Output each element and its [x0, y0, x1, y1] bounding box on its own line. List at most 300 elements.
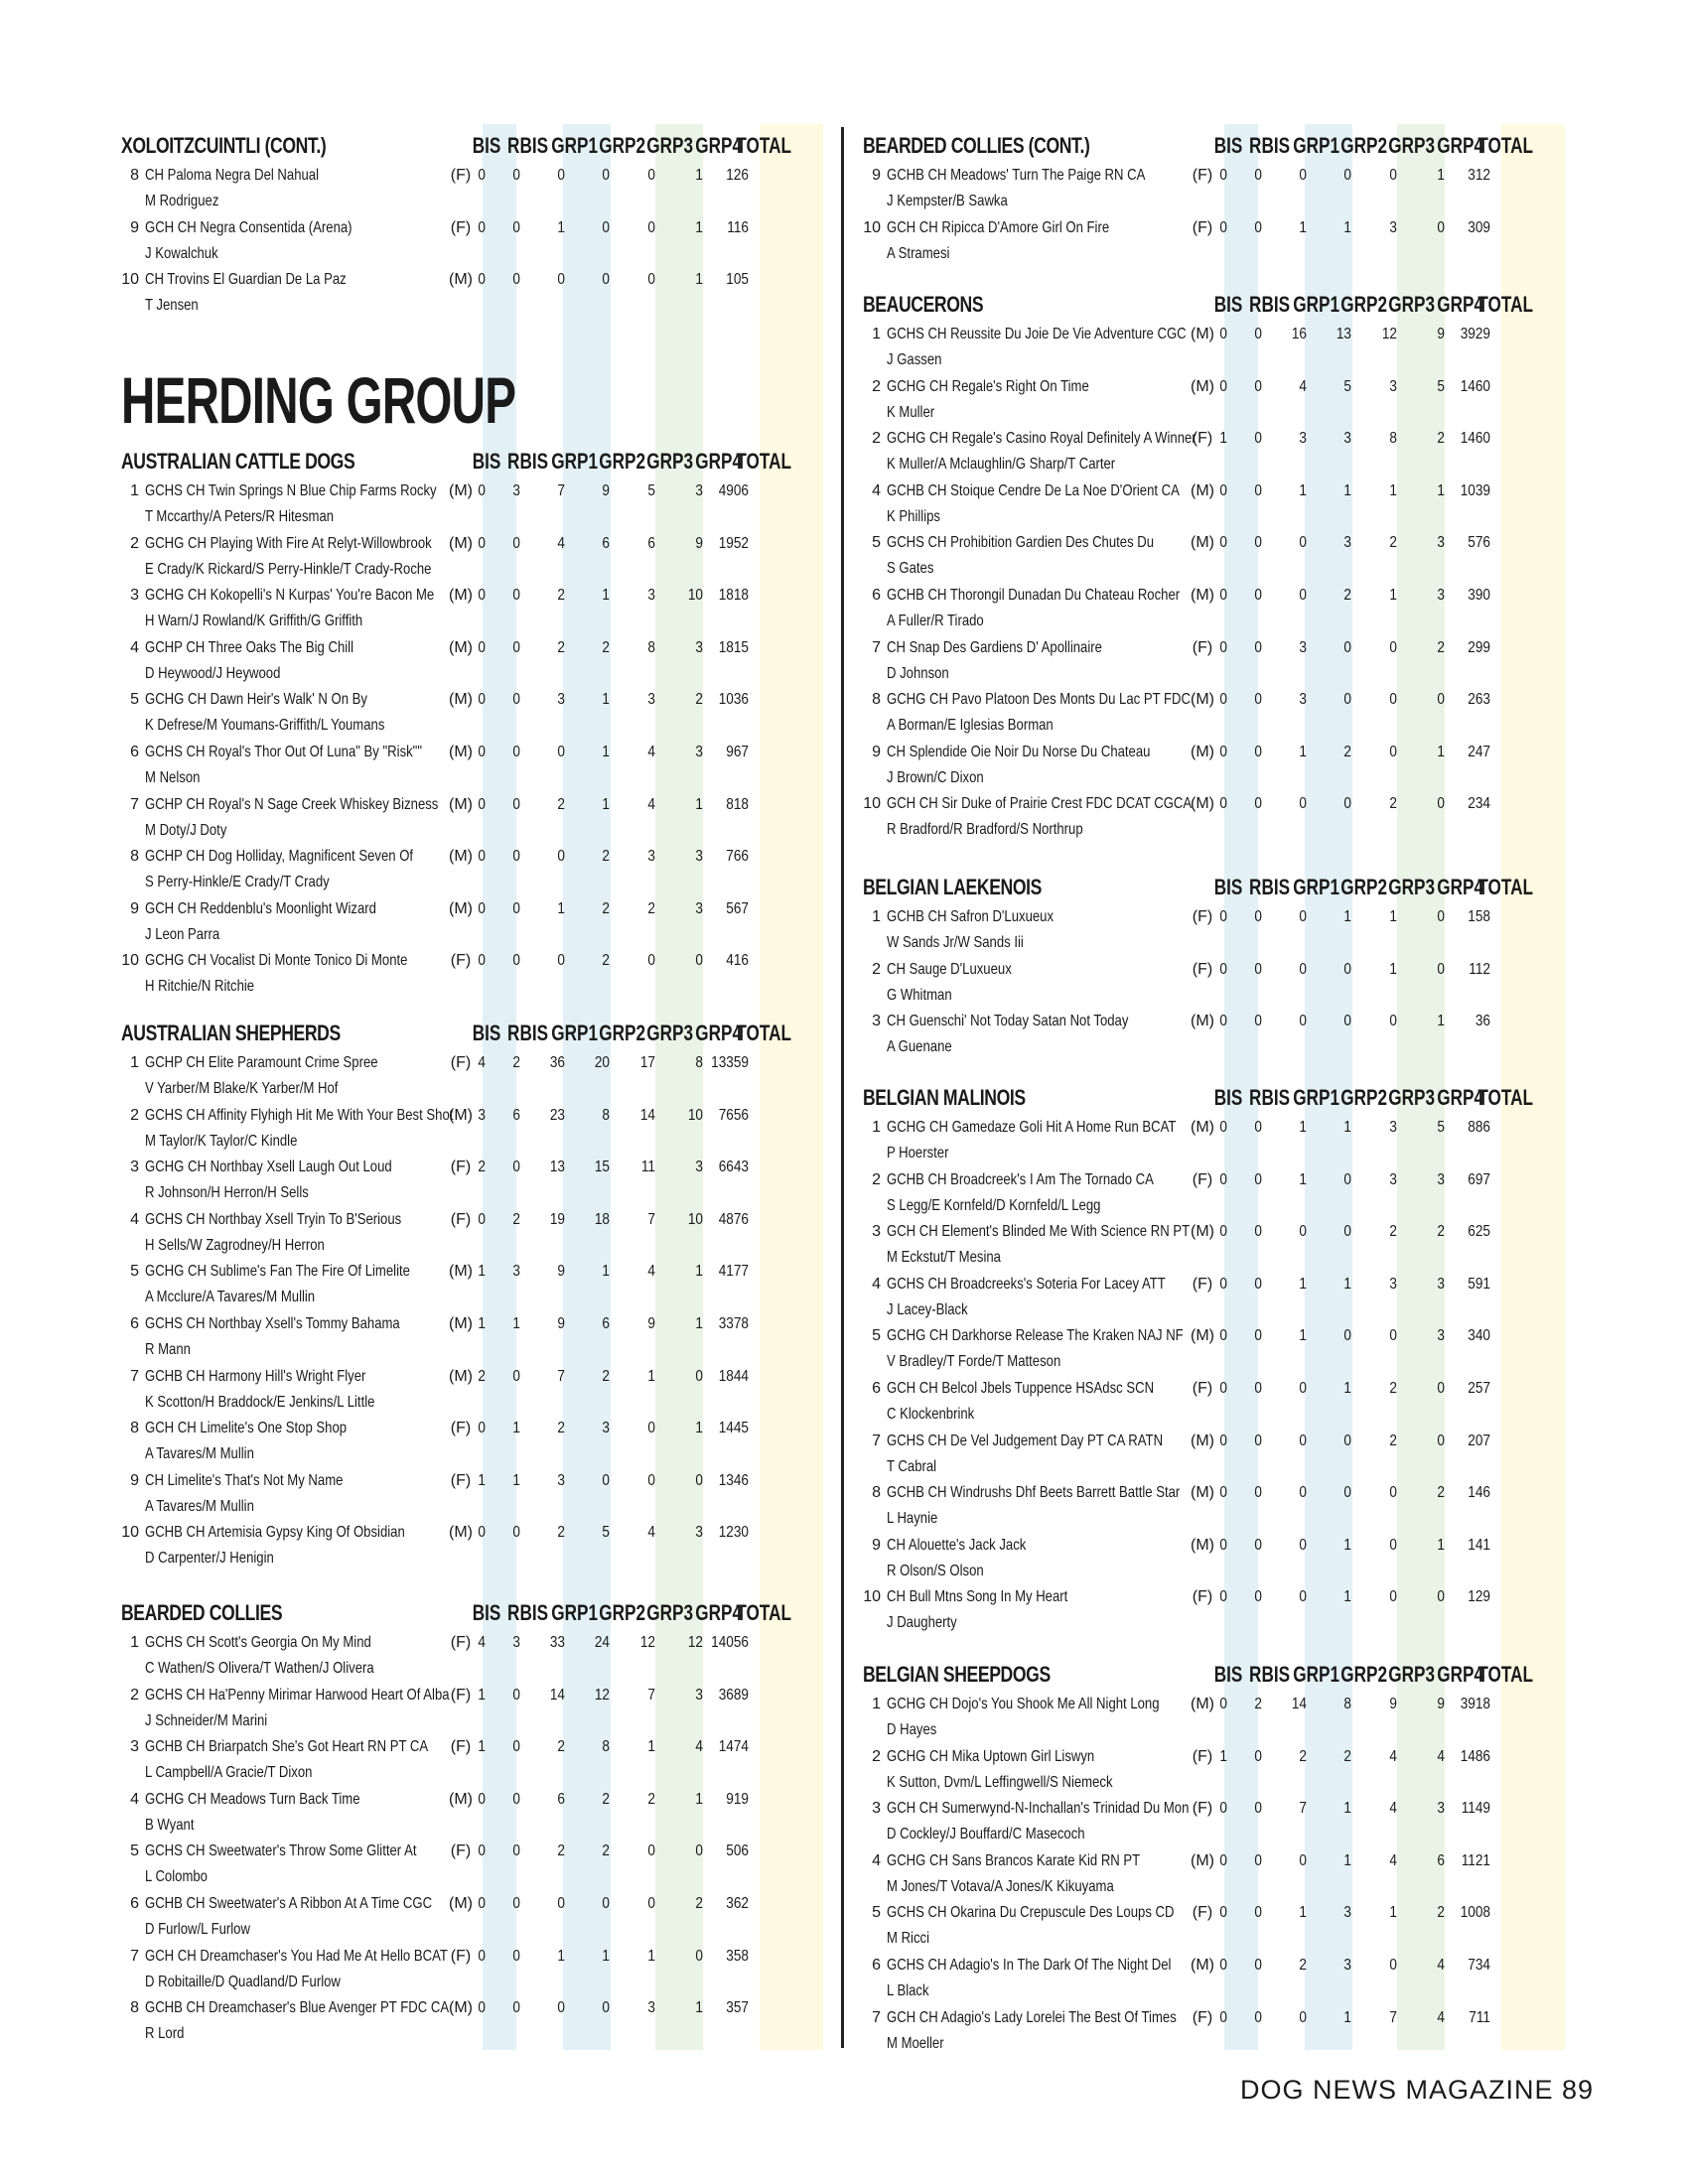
- sex-indicator: (F): [1192, 638, 1213, 656]
- column-header: GRP1: [1293, 1662, 1340, 1687]
- stat-rbis: 0: [512, 1159, 520, 1176]
- stat-grp4: 2: [695, 691, 703, 709]
- stat-rbis: 0: [1254, 1956, 1262, 1974]
- stat-rbis: 0: [512, 691, 520, 709]
- sex-indicator: (F): [450, 1159, 472, 1176]
- column-header: TOTAL: [736, 133, 791, 158]
- stat-grp1: 9: [557, 1263, 565, 1281]
- stat-total: 299: [1468, 638, 1490, 656]
- stat-grp2: 2: [602, 848, 610, 866]
- owner-names: T Mccarthy/A Peters/R Hitesman: [145, 508, 335, 525]
- stat-bis: 0: [1219, 1170, 1227, 1188]
- breed-section: [863, 288, 1565, 844]
- stat-total: 112: [1469, 960, 1490, 978]
- owner-names: K Sutton, Dvm/L Leffingwell/S Niemeck: [887, 1773, 1113, 1791]
- stat-total: 116: [727, 218, 749, 236]
- rank-number: 5: [130, 1843, 139, 1860]
- rank-number: 10: [121, 1524, 139, 1542]
- sex-indicator: (M): [449, 1999, 473, 2017]
- ranking-row: [863, 1900, 1565, 1953]
- column-header: TOTAL: [1477, 292, 1533, 317]
- stat-grp4: 0: [695, 1367, 703, 1385]
- stat-rbis: 0: [1254, 326, 1262, 342]
- stat-grp2: 0: [1343, 1170, 1351, 1188]
- stat-grp1: 0: [557, 167, 565, 184]
- sex-indicator: (M): [1191, 1696, 1214, 1712]
- dog-name: GCH CH Ripicca D'Amore Girl On Fire: [887, 218, 1110, 236]
- stat-rbis: 0: [512, 1790, 520, 1808]
- stat-total: 13359: [711, 1054, 749, 1071]
- stat-grp3: 3: [1389, 218, 1397, 236]
- rank-number: 2: [130, 534, 139, 552]
- stat-bis: 0: [478, 218, 486, 236]
- stat-grp2: 5: [1343, 377, 1351, 395]
- stat-bis: 0: [478, 795, 486, 813]
- stat-grp4: 0: [1437, 218, 1445, 236]
- owner-names: A Borman/E Iglesias Borman: [887, 717, 1054, 735]
- stat-bis: 0: [478, 743, 486, 760]
- ranking-row: [121, 1944, 823, 1996]
- stat-grp4: 4: [1437, 1956, 1445, 1974]
- stat-rbis: 0: [512, 899, 520, 917]
- column-header: GRP2: [599, 1021, 646, 1045]
- stat-grp4: 3: [1437, 1327, 1445, 1345]
- dog-name: GCH CH Adagio's Lady Lorelei The Best Of Times: [887, 2008, 1177, 2026]
- stat-grp3: 0: [647, 218, 655, 236]
- stat-grp3: 12: [639, 1634, 655, 1651]
- column-header: GRP2: [599, 133, 646, 158]
- owner-names: K Phillips: [887, 507, 940, 525]
- stat-total: 3689: [718, 1686, 749, 1704]
- owner-names: D Robitaille/D Quadland/D Furlow: [145, 1973, 341, 1990]
- stat-total: 697: [1468, 1170, 1490, 1188]
- sex-indicator: (F): [1192, 1275, 1213, 1293]
- rank-number: 3: [872, 1013, 881, 1030]
- breed-title: BEAUCERONS: [863, 292, 984, 317]
- stat-rbis: 0: [512, 1999, 520, 2017]
- stat-rbis: 0: [512, 1894, 520, 1912]
- stat-bis: 0: [478, 1790, 486, 1808]
- stat-grp4: 1: [1437, 743, 1445, 760]
- sex-indicator: (M): [1191, 1536, 1214, 1554]
- stat-grp2: 2: [1343, 743, 1351, 760]
- column-header: TOTAL: [736, 449, 791, 474]
- owner-names: M Doty/J Doty: [145, 821, 227, 839]
- stat-grp2: 1: [1343, 2008, 1351, 2026]
- owner-names: P Hoerster: [887, 1145, 949, 1161]
- dog-name: GCHS CH Northbay Xsell Tryin To B'Serious: [145, 1210, 402, 1228]
- sex-indicator: (F): [1192, 1747, 1213, 1765]
- sex-indicator: (M): [1191, 1327, 1214, 1345]
- stat-grp4: 1: [695, 795, 703, 813]
- column-header: GRP1: [551, 1021, 599, 1045]
- owner-names: C Wathen/S Olivera/T Wathen/J Olivera: [145, 1660, 374, 1677]
- stat-grp1: 23: [549, 1106, 565, 1124]
- column-header: GRP3: [1388, 1662, 1436, 1687]
- stat-grp1: 1: [1299, 1275, 1307, 1293]
- column-header: RBIS: [1249, 133, 1291, 158]
- stat-grp3: 0: [1389, 691, 1397, 709]
- stat-rbis: 0: [512, 1843, 520, 1860]
- stat-grp4: 0: [1437, 908, 1445, 925]
- stat-grp3: 0: [1389, 1484, 1397, 1502]
- stat-total: 625: [1468, 1223, 1490, 1241]
- stat-total: 129: [1468, 1588, 1490, 1606]
- column-header: GRP4: [695, 449, 743, 474]
- stat-grp4: 3: [695, 1686, 703, 1704]
- stat-bis: 0: [478, 1210, 486, 1228]
- stat-rbis: 0: [512, 743, 520, 760]
- dog-name: GCHG CH Regale's Right On Time: [887, 377, 1089, 395]
- column-header: BIS: [472, 449, 501, 474]
- column-header: GRP3: [646, 449, 694, 474]
- stat-grp1: 36: [549, 1054, 565, 1071]
- stat-rbis: 0: [1254, 1379, 1262, 1397]
- stat-grp4: 3: [695, 638, 703, 656]
- stat-grp2: 2: [602, 1367, 610, 1385]
- stat-grp4: 1: [1437, 167, 1445, 184]
- ranking-row: [863, 478, 1565, 531]
- stat-grp3: 2: [1389, 1432, 1397, 1449]
- dog-name: GCHS CH Adagio's In The Dark Of The Night Del: [887, 1956, 1172, 1974]
- stat-grp2: 6: [602, 1314, 610, 1332]
- stat-total: 1460: [1460, 377, 1490, 395]
- ranking-row: [121, 1207, 823, 1260]
- stat-total: 766: [726, 848, 749, 866]
- stat-grp2: 0: [1343, 1432, 1351, 1449]
- dog-name: GCHB CH Harmony Hill's Wright Flyer: [145, 1367, 366, 1385]
- rank-number: 3: [872, 1223, 881, 1241]
- dog-name: GCHB CH Briarpatch She's Got Heart RN PT CA: [145, 1738, 429, 1756]
- stat-grp2: 24: [594, 1634, 610, 1651]
- stat-grp1: 0: [1299, 1851, 1307, 1869]
- owner-names: T Jensen: [145, 297, 199, 315]
- rank-number: 2: [872, 960, 881, 978]
- stat-total: 1474: [718, 1738, 749, 1756]
- stat-grp3: 1: [1389, 960, 1397, 978]
- stat-bis: 0: [1219, 1536, 1227, 1554]
- stat-bis: 0: [1219, 1432, 1227, 1449]
- stat-grp2: 3: [1343, 430, 1351, 448]
- stat-bis: 0: [478, 952, 486, 970]
- ranking-row: [863, 530, 1565, 583]
- ranking-row: [121, 1787, 823, 1840]
- stat-grp3: 17: [639, 1054, 655, 1071]
- ranking-row: [121, 215, 823, 268]
- stat-grp3: 2: [1389, 795, 1397, 813]
- stat-rbis: 1: [512, 1420, 520, 1437]
- column-header: GRP2: [1340, 875, 1388, 899]
- stat-grp1: 3: [557, 691, 565, 709]
- stat-grp2: 12: [594, 1686, 610, 1704]
- stat-bis: 0: [478, 1894, 486, 1912]
- stat-rbis: 6: [512, 1106, 520, 1124]
- stat-total: 6643: [718, 1159, 749, 1176]
- rank-number: 8: [130, 848, 139, 866]
- stat-grp1: 7: [557, 482, 565, 499]
- stat-grp3: 4: [647, 1263, 655, 1281]
- sex-indicator: (M): [1191, 586, 1214, 604]
- stat-grp3: 0: [647, 1471, 655, 1489]
- owner-names: J Leon Parra: [145, 925, 220, 943]
- sex-indicator: (M): [449, 1894, 473, 1912]
- stat-grp3: 1: [647, 1367, 655, 1385]
- stat-bis: 0: [1219, 1223, 1227, 1241]
- stat-grp1: 1: [557, 899, 565, 917]
- sex-indicator: (M): [1191, 481, 1214, 499]
- stat-grp2: 0: [602, 271, 610, 289]
- column-header: GRP4: [1437, 1085, 1484, 1110]
- stat-grp2: 0: [1343, 1223, 1351, 1241]
- stat-grp4: 0: [1437, 1379, 1445, 1397]
- rank-number: 9: [872, 743, 881, 760]
- stat-grp4: 1: [1437, 481, 1445, 499]
- rank-number: 6: [872, 1379, 881, 1397]
- column-header: GRP2: [1340, 1662, 1388, 1687]
- dog-name: CH Snap Des Gardiens D' Apollinaire: [887, 638, 1102, 656]
- stat-grp2: 0: [602, 1894, 610, 1912]
- stat-grp1: 0: [557, 743, 565, 760]
- ranking-row: [121, 844, 823, 896]
- stat-grp2: 1: [602, 587, 610, 605]
- stat-grp3: 7: [647, 1210, 655, 1228]
- rank-number: 7: [130, 1947, 139, 1965]
- owner-names: A Tavares/M Mullin: [145, 1445, 254, 1463]
- stat-grp1: 0: [557, 1894, 565, 1912]
- stat-total: 1346: [718, 1471, 749, 1489]
- ranking-row: [863, 583, 1565, 635]
- rank-number: 8: [872, 1484, 881, 1502]
- ranking-row: [863, 1429, 1565, 1481]
- ranking-row: [121, 792, 823, 845]
- dog-name: GCHB CH Artemisia Gypsy King Of Obsidian: [145, 1524, 405, 1542]
- ranking-row: [863, 1167, 1565, 1220]
- stat-grp2: 1: [1343, 1536, 1351, 1554]
- stat-grp1: 14: [549, 1686, 565, 1704]
- stat-grp2: 1: [1343, 218, 1351, 236]
- rank-number: 4: [130, 1790, 139, 1808]
- stat-total: 340: [1468, 1327, 1490, 1345]
- stat-grp3: 4: [1389, 1747, 1397, 1765]
- stat-bis: 0: [1219, 1484, 1227, 1502]
- column-header: GRP2: [599, 1600, 646, 1625]
- rank-number: 5: [872, 1904, 881, 1922]
- column-header: GRP1: [551, 449, 599, 474]
- stat-total: 158: [1468, 908, 1490, 925]
- owner-names: L Colombo: [145, 1868, 208, 1886]
- stat-bis: 0: [478, 271, 486, 289]
- stat-bis: 0: [1219, 743, 1227, 760]
- stat-grp2: 1: [1343, 1851, 1351, 1869]
- dog-name: GCH CH Dreamchaser's You Had Me At Hello BCAT: [145, 1947, 448, 1965]
- owner-names: S Legg/E Kornfeld/D Kornfeld/L Legg: [887, 1196, 1101, 1214]
- ranking-row: [121, 740, 823, 792]
- stat-total: 4906: [718, 482, 749, 499]
- rank-number: 1: [872, 326, 881, 342]
- stat-grp4: 2: [1437, 1223, 1445, 1241]
- stat-total: 4876: [718, 1210, 749, 1228]
- column-header: TOTAL: [1477, 1662, 1533, 1687]
- column-header: GRP1: [1293, 1085, 1340, 1110]
- sex-indicator: (M): [1191, 1223, 1214, 1241]
- dog-name: GCHS CH Sweetwater's Throw Some Glitter At: [145, 1843, 417, 1860]
- owner-names: V Yarber/M Blake/K Yarber/M Hof: [145, 1080, 339, 1097]
- stat-bis: 0: [478, 534, 486, 552]
- stat-grp1: 9: [557, 1314, 565, 1332]
- dog-name: GCHB CH Dreamchaser's Blue Avenger PT FDC CA: [145, 1999, 450, 2017]
- stat-grp4: 3: [695, 743, 703, 760]
- owner-names: B Wyant: [145, 1816, 195, 1834]
- rank-number: 1: [872, 1696, 881, 1712]
- rank-number: 7: [130, 1367, 139, 1385]
- stat-grp2: 1: [1343, 1119, 1351, 1136]
- stat-grp2: 0: [1343, 795, 1351, 813]
- ranking-row: [863, 1115, 1565, 1167]
- stat-grp2: 3: [1343, 1956, 1351, 1974]
- ranking-row: [121, 948, 823, 1001]
- dog-name: CH Guenschi' Not Today Satan Not Today: [887, 1013, 1129, 1030]
- stat-grp2: 2: [602, 952, 610, 970]
- owner-names: D Hayes: [887, 1721, 937, 1738]
- ranking-row: [121, 267, 823, 320]
- owner-names: M Ricci: [887, 1930, 929, 1948]
- stat-grp4: 0: [695, 1843, 703, 1860]
- rank-number: 8: [130, 1420, 139, 1437]
- stat-total: 263: [1468, 691, 1490, 709]
- stat-rbis: 0: [512, 795, 520, 813]
- ranking-row: [863, 322, 1565, 374]
- rank-number: 2: [872, 1170, 881, 1188]
- owner-names: V Bradley/T Forde/T Matteson: [887, 1353, 1061, 1371]
- ranking-row: [121, 1734, 823, 1787]
- stat-bis: 0: [1219, 1956, 1227, 1974]
- sex-indicator: (M): [449, 638, 473, 656]
- dog-name: GCHG CH Regale's Casino Royal Definitely A Winner: [887, 430, 1196, 448]
- stat-bis: 0: [1219, 1904, 1227, 1922]
- stat-total: 567: [726, 899, 749, 917]
- dog-name: GCHG CH Sublime's Fan The Fire Of Limelite: [145, 1263, 410, 1281]
- stat-grp3: 4: [647, 743, 655, 760]
- owner-names: E Crady/K Rickard/S Perry-Hinkle/T Crady-Roche: [145, 560, 432, 578]
- stat-rbis: 0: [512, 218, 520, 236]
- stat-grp4: 1: [695, 271, 703, 289]
- stat-rbis: 0: [1254, 534, 1262, 552]
- stat-grp3: 4: [647, 795, 655, 813]
- stat-bis: 1: [478, 1314, 486, 1332]
- rank-number: 9: [130, 1471, 139, 1489]
- stat-rbis: 0: [512, 638, 520, 656]
- column-header: GRP3: [1388, 133, 1436, 158]
- stat-grp2: 0: [1343, 1327, 1351, 1345]
- owner-names: M Nelson: [145, 768, 201, 786]
- stat-bis: 4: [478, 1634, 486, 1651]
- stat-total: 390: [1468, 586, 1490, 604]
- breed-title: BEARDED COLLIES (CONT.): [863, 133, 1090, 158]
- stat-bis: 1: [1219, 430, 1227, 448]
- sex-indicator: (F): [450, 1634, 472, 1651]
- stat-bis: 0: [478, 482, 486, 499]
- column-header: RBIS: [1249, 875, 1291, 899]
- stat-grp2: 0: [1343, 638, 1351, 656]
- ranking-row: [863, 740, 1565, 792]
- stat-grp4: 1: [695, 1999, 703, 2017]
- sex-indicator: (F): [1192, 908, 1213, 925]
- owner-names: H Warn/J Rowland/K Griffith/G Griffith: [145, 613, 363, 630]
- stat-grp3: 0: [1389, 167, 1397, 184]
- stat-grp1: 13: [549, 1159, 565, 1176]
- stat-grp3: 3: [647, 848, 655, 866]
- stat-grp3: 2: [1389, 1379, 1397, 1397]
- ranking-row: [121, 687, 823, 740]
- stat-total: 1149: [1461, 1800, 1490, 1818]
- owner-names: A Guenane: [887, 1038, 952, 1056]
- stat-grp3: 1: [1389, 481, 1397, 499]
- owner-names: J Daugherty: [887, 1614, 957, 1632]
- ranking-row: [121, 1468, 823, 1521]
- stat-bis: 1: [1219, 1747, 1227, 1765]
- owner-names: M Rodriguez: [145, 193, 219, 209]
- stat-grp1: 0: [1299, 586, 1307, 604]
- stat-grp2: 0: [1343, 1013, 1351, 1030]
- stat-total: 207: [1468, 1432, 1490, 1449]
- stat-grp4: 1: [695, 167, 703, 184]
- column-divider: [841, 127, 844, 2048]
- stat-grp1: 1: [1299, 1119, 1307, 1136]
- stat-rbis: 0: [1254, 908, 1262, 925]
- stat-total: 126: [726, 167, 749, 184]
- column-header: GRP1: [1293, 133, 1340, 158]
- sex-indicator: (M): [449, 899, 473, 917]
- stat-rbis: 0: [512, 534, 520, 552]
- stat-rbis: 0: [1254, 1484, 1262, 1502]
- stat-grp3: 9: [647, 1314, 655, 1332]
- stat-grp4: 1: [695, 1420, 703, 1437]
- stat-grp2: 2: [1343, 1747, 1351, 1765]
- dog-name: GCHG CH Darkhorse Release The Kraken NAJ NF: [887, 1327, 1184, 1345]
- stat-rbis: 0: [1254, 1588, 1262, 1606]
- stat-grp4: 0: [695, 1947, 703, 1965]
- dog-name: CH Sauge D'Luxueux: [887, 960, 1012, 978]
- stat-bis: 0: [478, 638, 486, 656]
- sex-indicator: (F): [1192, 1904, 1213, 1922]
- stat-grp3: 3: [647, 587, 655, 605]
- stat-grp3: 2: [1389, 1223, 1397, 1241]
- column-header: TOTAL: [1477, 875, 1533, 899]
- rank-number: 1: [130, 1634, 139, 1651]
- stat-grp3: 1: [1389, 908, 1397, 925]
- dog-name: GCHP CH Elite Paramount Crime Spree: [145, 1054, 378, 1071]
- stat-grp2: 1: [1343, 908, 1351, 925]
- rank-number: 5: [130, 1263, 139, 1281]
- owner-names: K Scotton/H Braddock/E Jenkins/L Little: [145, 1393, 375, 1411]
- ranking-row: [863, 1692, 1565, 1744]
- stat-grp4: 8: [695, 1054, 703, 1071]
- dog-name: GCHB CH Stoique Cendre De La Noe D'Orient CA: [887, 481, 1180, 499]
- stat-grp1: 2: [1299, 1747, 1307, 1765]
- stat-grp3: 0: [647, 271, 655, 289]
- rank-number: 4: [130, 1210, 139, 1228]
- stat-grp1: 1: [557, 218, 565, 236]
- owner-names: A Fuller/R Tirado: [887, 612, 984, 629]
- owner-names: M Eckstut/T Mesina: [887, 1249, 1001, 1267]
- sex-indicator: (M): [449, 1106, 473, 1124]
- owner-names: R Mann: [145, 1340, 191, 1358]
- stat-grp1: 1: [1299, 481, 1307, 499]
- section-header: [863, 1658, 1565, 1692]
- stat-grp2: 1: [602, 795, 610, 813]
- rank-number: 6: [130, 1894, 139, 1912]
- dog-name: GCHP CH Royal's N Sage Creek Whiskey Bizness: [145, 795, 439, 813]
